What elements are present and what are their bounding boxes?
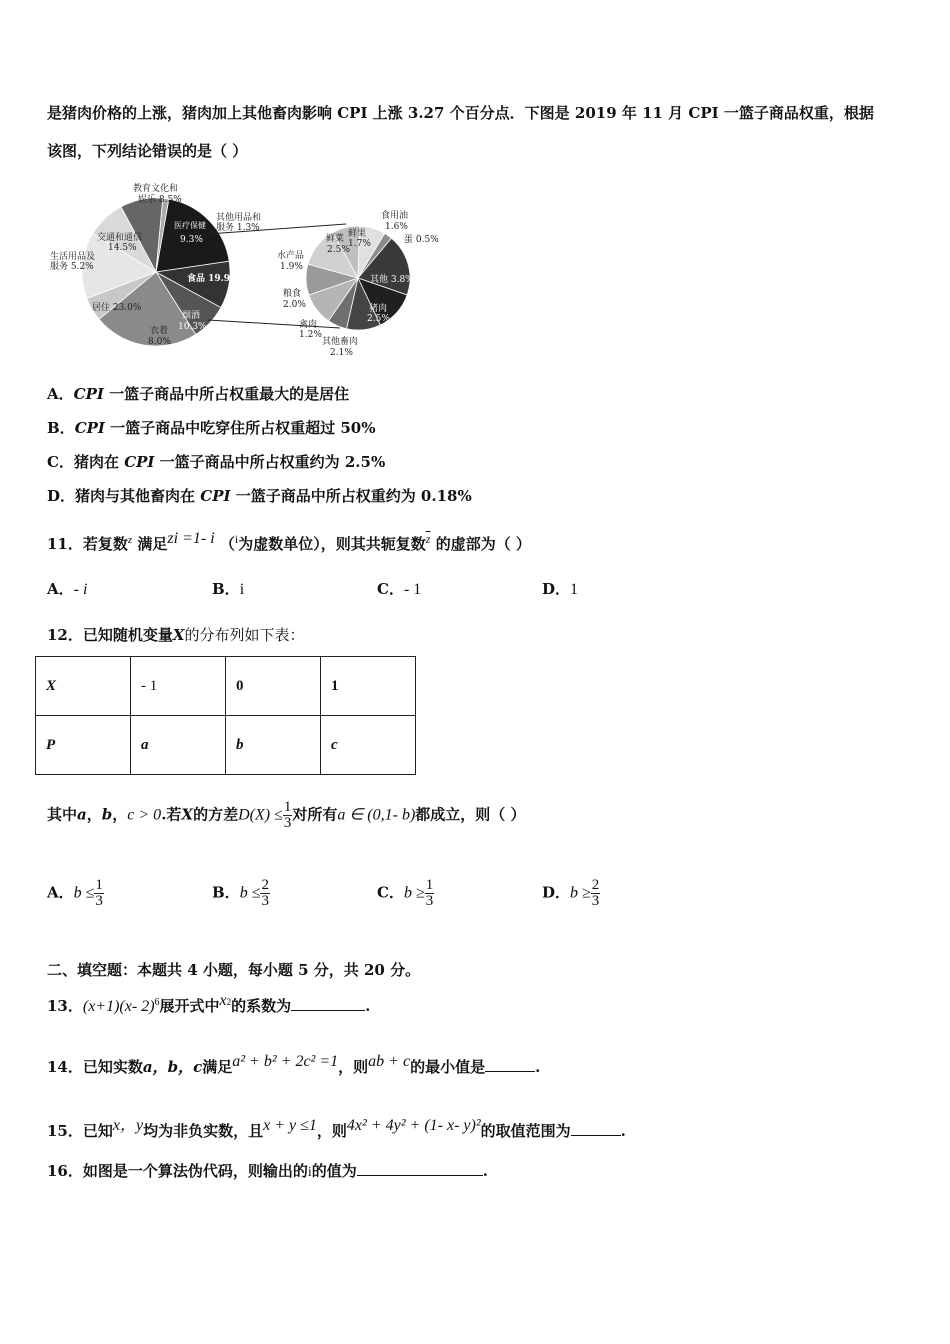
label-clothing-1: 衣着 bbox=[150, 326, 169, 336]
label-housing: 居住 23.0% bbox=[92, 303, 142, 313]
q11-stem: 11．若复数$^z$ 满足$^{zi =1- i}$ （$^i$为虚数单位），则其共轭复数$^{\overline{z}}$ 的虚部为（ ） bbox=[47, 530, 531, 553]
distribution-table bbox=[35, 656, 416, 775]
label-edu-2: 娱乐 8.5% bbox=[138, 195, 182, 205]
label-medical-1: 医疗保健 bbox=[174, 221, 206, 230]
answer-blank[interactable] bbox=[291, 996, 365, 1011]
label-clothing-2: 8.0% bbox=[148, 337, 171, 347]
label-aquatic-2: 1.9% bbox=[280, 262, 303, 272]
label-veg-1: 鲜菜 bbox=[326, 234, 345, 244]
label-daily-1: 生活用品及 bbox=[50, 252, 96, 262]
label-food: 食品 19.9% bbox=[187, 274, 239, 284]
q13: 13．(x+1)(x- 2)$^6$展开式中$^{x2}$的系数为 . bbox=[47, 992, 371, 1015]
label-oil-1: 食用油 bbox=[381, 211, 409, 221]
answer-blank[interactable] bbox=[485, 1057, 535, 1072]
label-tobacco-2: 10.3% bbox=[178, 322, 207, 332]
table-cell: b bbox=[226, 716, 321, 775]
label-fruit-2: 1.7% bbox=[348, 239, 371, 249]
q15: 15．已知$^{x,y}$均为非负实数，且$^{x + y \le 1}$，则$^{4x^2 + 4y^2 + (1- x- y)^2}$的取值范围为 . bbox=[47, 1117, 626, 1140]
connector-line-bottom bbox=[208, 320, 340, 328]
q12-option-d: D．b ≥ $\frac{2}{3}$ bbox=[542, 877, 600, 909]
q11-option-a: A．- i bbox=[47, 580, 88, 598]
label-daily-2: 服务 5.2% bbox=[50, 262, 94, 272]
answer-blank[interactable] bbox=[571, 1121, 621, 1136]
table-cell: X bbox=[36, 657, 131, 716]
section-2-heading: 二、填空题：本题共 4 小题，每小题 5 分，共 20 分。 bbox=[47, 961, 421, 979]
label-other-meat-1: 其他畜肉 bbox=[322, 337, 359, 347]
label-poultry-2: 1.2% bbox=[299, 330, 322, 340]
table-cell: - 1 bbox=[131, 657, 226, 716]
label-egg: 蛋 0.5% bbox=[404, 235, 439, 245]
label-other-goods-2: 服务 1.3% bbox=[216, 223, 260, 233]
q12-option-a: A．b ≤ $\frac{1}{3}$ bbox=[47, 877, 103, 909]
q11-option-c: C．- 1 bbox=[377, 580, 422, 598]
fraction: $\frac{1}{3}$ bbox=[283, 799, 292, 831]
label-pork-2: 2.5% bbox=[367, 314, 390, 324]
q11-option-b: B．i bbox=[212, 580, 245, 598]
label-aquatic-1: 水产品 bbox=[277, 251, 305, 261]
q12-stem: 12．已知随机变量X的分布列如下表： bbox=[47, 626, 305, 644]
table-cell: a bbox=[131, 716, 226, 775]
label-edu-1: 教育文化和 bbox=[133, 184, 179, 194]
table-row bbox=[36, 716, 416, 775]
label-other-meat-2: 2.1% bbox=[330, 348, 353, 358]
table-cell: P bbox=[36, 716, 131, 775]
label-traffic-2: 14.5% bbox=[108, 243, 137, 253]
q12-option-c: C．b ≥ $\frac{1}{3}$ bbox=[377, 877, 434, 909]
label-medical-2: 9.3% bbox=[180, 235, 203, 245]
label-other-goods-1: 其他用品和 bbox=[216, 213, 262, 223]
q10-option-a: A．CPI 一篮子商品中所占权重最大的是居住 bbox=[47, 385, 350, 403]
label-traffic-1: 交通和通信 bbox=[97, 233, 143, 243]
label-other-sub: 其他 3.8% bbox=[370, 275, 414, 285]
q10-option-d: D．猪肉与其他畜肉在 CPI 一篮子商品中所占权重约为 0.18% bbox=[47, 487, 472, 505]
q14: 14．已知实数a，b，c满足$^{a^2 + b^2 + 2c^2 =1}$，则$^{ab + c}$的最小值是 . bbox=[47, 1053, 541, 1076]
label-veg-2: 2.5% bbox=[327, 245, 350, 255]
q10-option-b: B．CPI 一篮子商品中吃穿住所占权重超过 50% bbox=[47, 419, 376, 437]
q12-option-b: B．b ≤ $\frac{2}{3}$ bbox=[212, 877, 269, 909]
label-poultry-1: 禽肉 bbox=[299, 320, 318, 330]
answer-blank[interactable] bbox=[357, 1161, 483, 1176]
table-cell: c bbox=[321, 716, 416, 775]
intro-line-2: 该图，下列结论错误的是（ ） bbox=[47, 142, 248, 160]
label-fruit-1: 鲜果 bbox=[348, 229, 367, 239]
table-cell: 0 bbox=[226, 657, 321, 716]
main-pie bbox=[82, 198, 230, 346]
intro-line-1: 是猪肉价格的上涨，猪肉加上其他畜肉影响 CPI 上涨 3.27 个百分点．下图是 2019 年 11 月 CPI 一篮子商品权重，根据 bbox=[47, 104, 874, 122]
label-pork-1: 猪肉 bbox=[369, 304, 388, 314]
q11-option-d: D．1 bbox=[542, 580, 579, 598]
label-grain-2: 2.0% bbox=[283, 300, 306, 310]
label-tobacco-1: 烟酒 bbox=[182, 311, 201, 321]
cpi-pie-figure bbox=[40, 178, 460, 363]
q10-option-c: C．猪肉在 CPI 一篮子商品中所占权重约为 2.5% bbox=[47, 453, 386, 471]
q12-condition: 其中a，b，c > 0.若X的方差D(X) ≤ $\frac{1}{3}$ 对所有a ∈ (0,1- b)都成立，则（ ） bbox=[47, 799, 526, 831]
label-grain-1: 粮食 bbox=[283, 289, 302, 299]
q16: 16．如图是一个算法伪代码，则输出的i的值为 . bbox=[47, 1162, 489, 1180]
table-row bbox=[36, 657, 416, 716]
label-oil-2: 1.6% bbox=[385, 222, 408, 232]
table-cell: 1 bbox=[321, 657, 416, 716]
